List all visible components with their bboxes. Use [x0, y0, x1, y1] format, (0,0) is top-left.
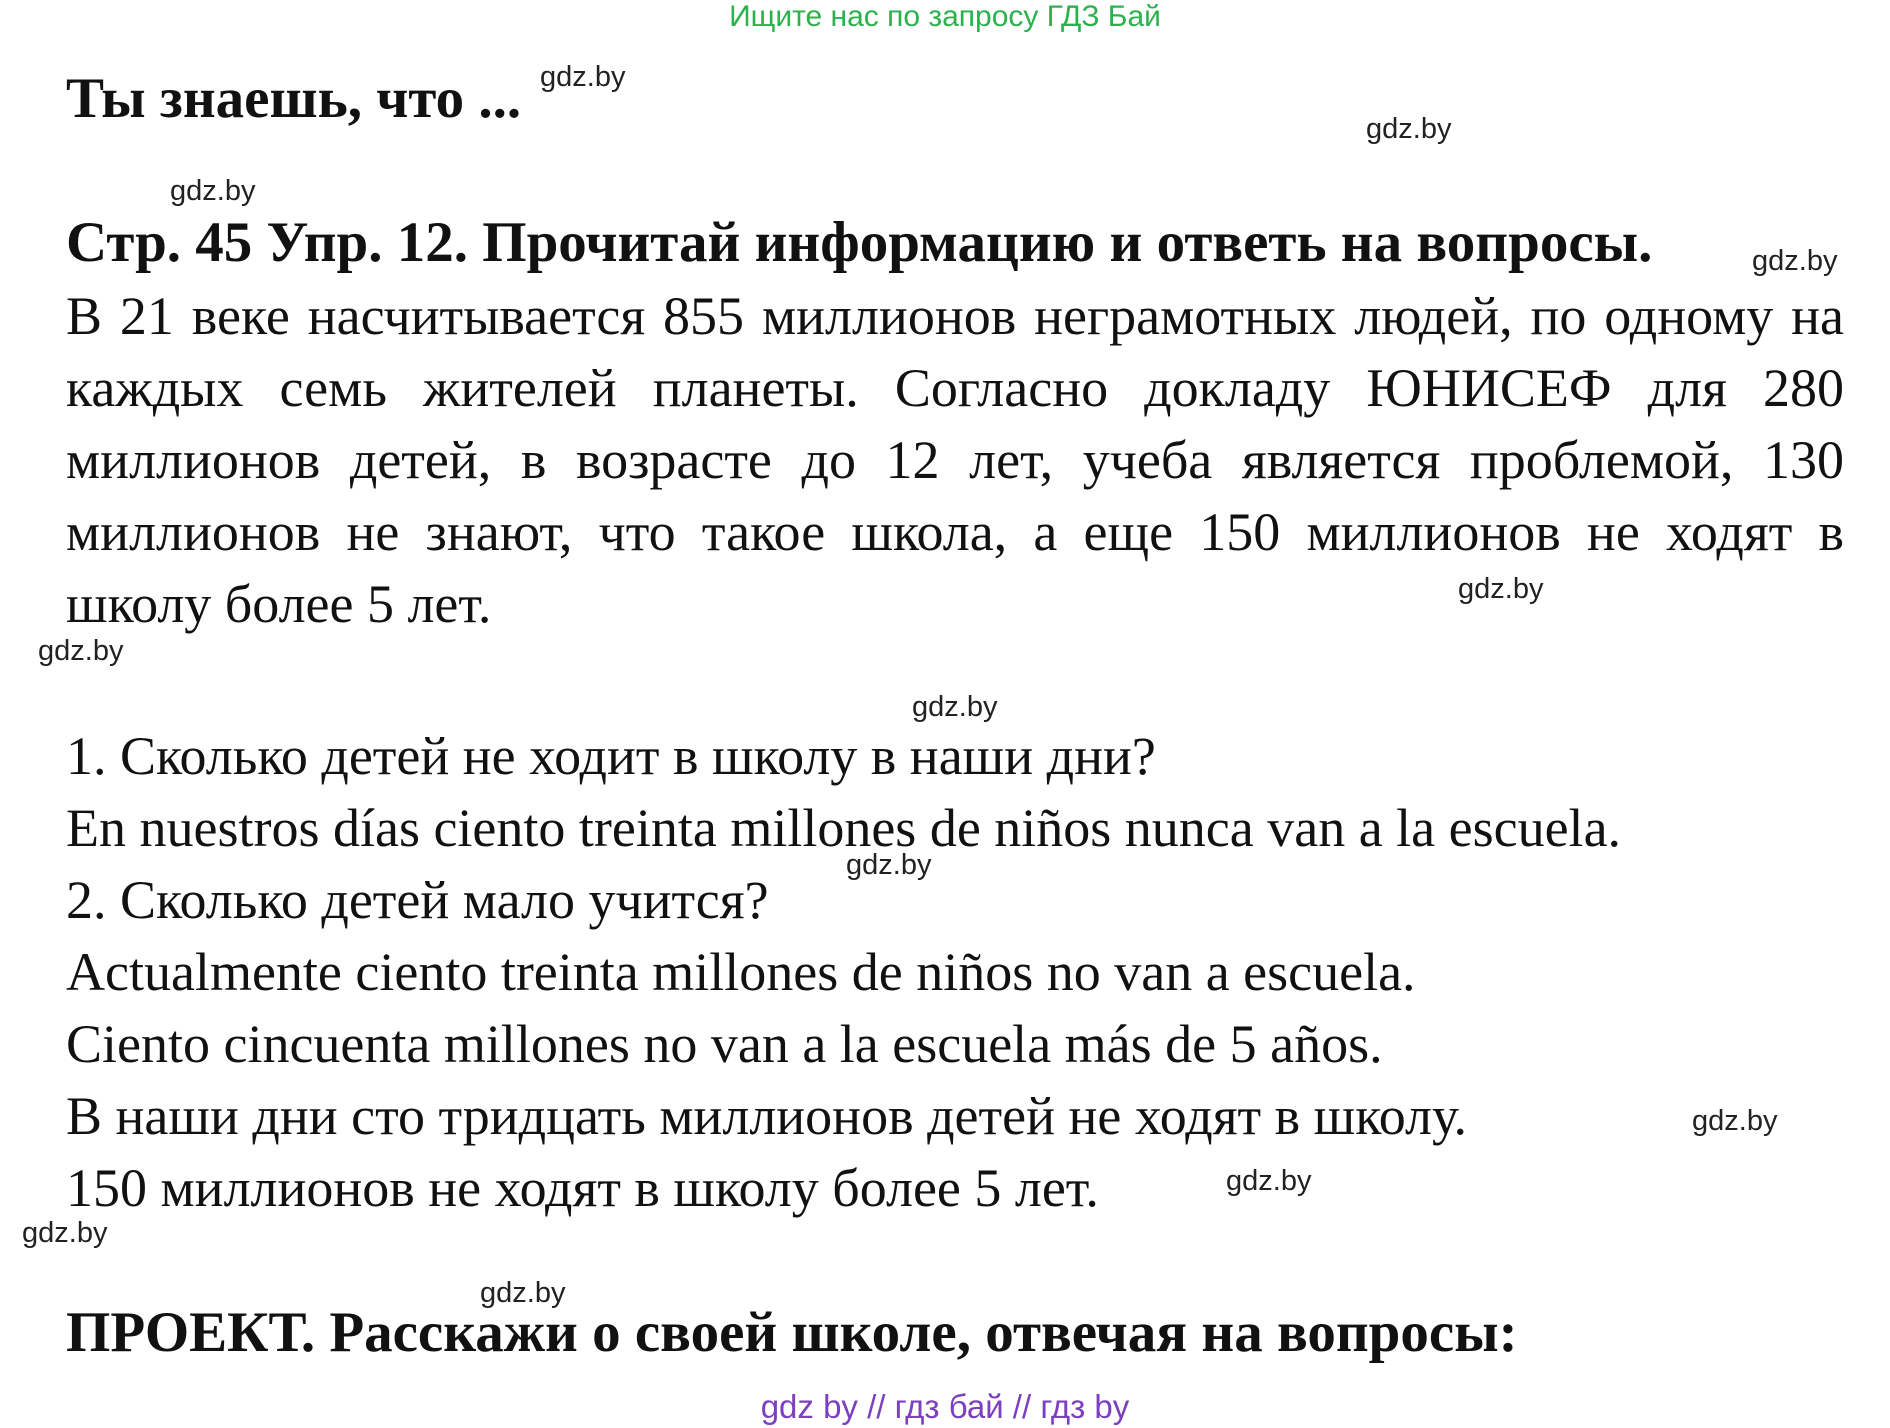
footer-links: gdz by // гдз бай // гдз by [760, 1388, 1130, 1425]
question-1: 1. Сколько детей не ходит в школу в наши дни? [66, 726, 1156, 786]
answer-russian-b: 150 миллионов не ходят в школу более 5 лет. [66, 1158, 1099, 1218]
watermark: gdz.by [22, 1217, 108, 1249]
top-banner: Ищите нас по запросу ГДЗ Бай [729, 0, 1161, 33]
answer-russian-a: В наши дни сто тридцать миллионов детей не ходят в школу. [66, 1086, 1468, 1146]
watermark: gdz.by [1752, 245, 1838, 277]
question-2: 2. Сколько детей мало учится? [66, 870, 769, 930]
answer-1-spanish: En nuestros días ciento treinta millones de niños nunca van a la escuela. [66, 798, 1622, 858]
watermark: gdz.by [1226, 1165, 1312, 1197]
exercise-heading: Стр. 45 Упр. 12. Прочитай информацию и ответь на вопросы. [66, 211, 1653, 274]
watermark: gdz.by [912, 691, 998, 723]
project-heading: ПРОЕКТ. Расскажи о своей школе, отвечая на вопросы: [66, 1301, 1518, 1364]
watermark: gdz.by [170, 175, 256, 207]
answer-2-spanish-a: Actualmente ciento treinta millones de niños no van a escuela. [66, 942, 1416, 1002]
answer-2-spanish-b: Ciento cincuenta millones no van a la escuela más de 5 años. [66, 1014, 1383, 1074]
passage-paragraph: В 21 веке насчитывается 855 миллионов неграмотных людей, по одному на каждых семь жителей планеты. Согласно докладу ЮНИСЕФ для 280 миллионов детей, в возрасте до 12 лет, учеба является проблемой, 130 миллионов не знают, что такое школа, а еще 150 миллионов не ходят в школу более 5 лет. [66, 286, 1844, 634]
watermark: gdz.by [38, 635, 124, 667]
watermark: gdz.by [1458, 573, 1544, 605]
intro-heading: Ты знаешь, что ... [66, 67, 522, 130]
watermark: gdz.by [540, 61, 626, 93]
watermark: gdz.by [1692, 1105, 1778, 1137]
watermark: gdz.by [846, 849, 932, 881]
watermark: gdz.by [480, 1277, 566, 1309]
watermark: gdz.by [1366, 113, 1452, 145]
